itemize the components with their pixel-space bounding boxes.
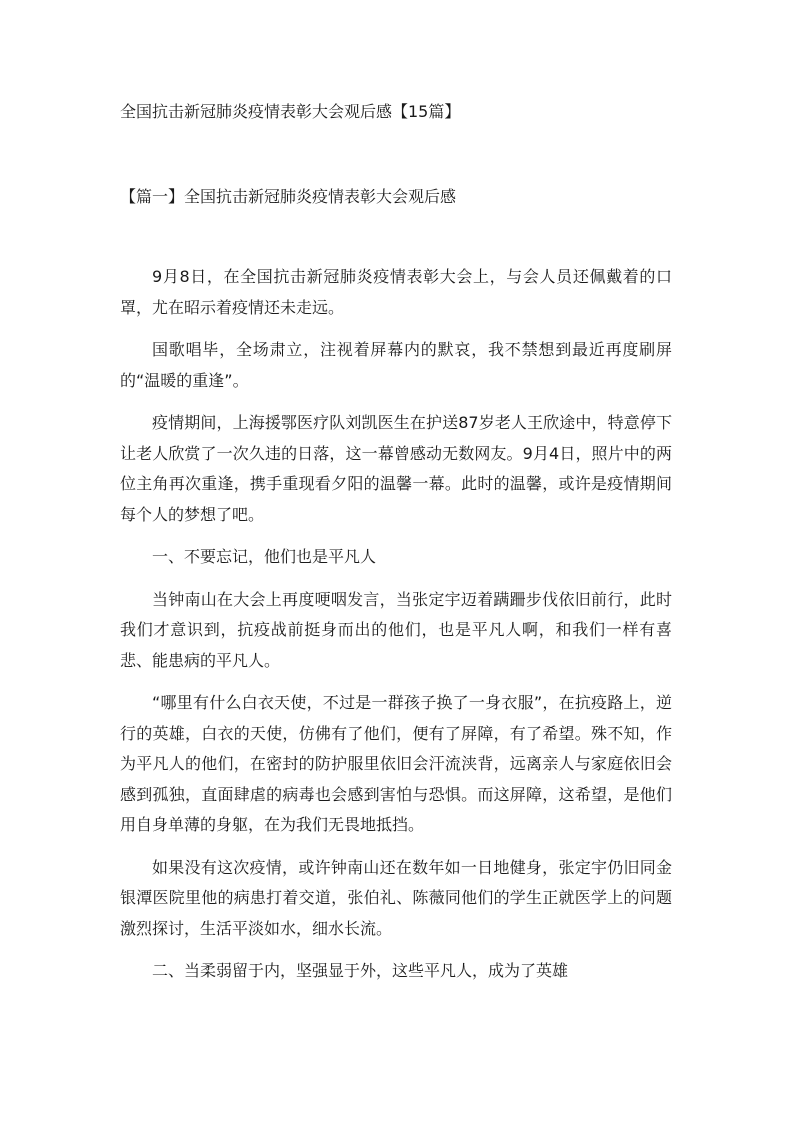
paragraph: 当钟南山在大会上再度哽咽发言，当张定宇迈着蹒跚步伐依旧前行，此时我们才意识到，抗疫战前挺身而出的他们，也是平凡人啊，和我们一样有喜悲、能患病的平凡人。 bbox=[120, 589, 672, 670]
paragraph: 疫情期间，上海援鄂医疗队刘凯医生在护送87岁老人王欣途中，特意停下让老人欣赏了一次久违的日落，这一幕曾感动无数网友。9月4日，照片中的两位主角再次重逢，携手重现看夕阳的温馨一幕。此时的温馨，或许是疫情期间每个人的梦想了吧。 bbox=[120, 413, 672, 524]
document-title: 全国抗击新冠肺炎疫情表彰大会观后感【15篇】 bbox=[120, 102, 461, 121]
paragraph: 9月8日，在全国抗击新冠肺炎疫情表彰大会上，与会人员还佩戴着的口罩，尤在昭示着疫情还未走远。 bbox=[120, 267, 672, 317]
document-body bbox=[120, 262, 672, 999]
paragraph: 如果没有这次疫情，或许钟南山还在数年如一日地健身，张定宇仍旧同金银潭医院里他的病患打着交道，张伯礼、陈薇同他们的学生正就医学上的问题激烈探讨，生活平淡如水，细水长流。 bbox=[120, 857, 672, 938]
section-title: 【篇一】全国抗击新冠肺炎疫情表彰大会观后感 bbox=[120, 187, 457, 206]
paragraph: 国歌唱毕，全场肃立，注视着屏幕内的默哀，我不禁想到最近再度刷屏的“温暖的重逢”。 bbox=[120, 340, 672, 390]
subheading: 二、当柔弱留于内，坚强显于外，这些平凡人，成为了英雄 bbox=[152, 961, 569, 980]
paragraph: “哪里有什么白衣天使，不过是一群孩子换了一身衣服”，在抗疫路上，逆行的英雄，白衣的天使，仿佛有了他们，便有了屏障，有了希望。殊不知，作为平凡人的他们，在密封的防护服里依旧会汗流浃背，远离亲人与家庭依旧会感到孤独，直面肆虐的病毒也会感到害怕与恐惧。而这屏障，这希望，是他们用自身单薄的身躯，在为我们无畏地抵挡。 bbox=[120, 693, 672, 834]
subheading: 一、不要忘记，他们也是平凡人 bbox=[152, 547, 377, 566]
